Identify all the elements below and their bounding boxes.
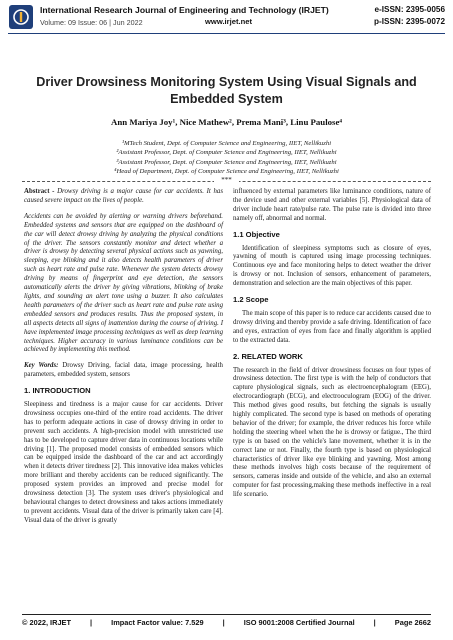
intro-continued: influenced by external parameters like luminance conditions, nature of the device used and other external variables [5]. Physiological data of driver include heart rate/pulse rate. The pulse rate is divided into three namely off, abnormal and normal.: [233, 188, 431, 222]
journal-title: International Research Journal of Engineering and Technology (IRJET): [40, 5, 329, 15]
e-issn: e-ISSN: 2395-0056: [374, 5, 445, 14]
journal-website-link[interactable]: www.irjet.net: [205, 17, 252, 26]
abstract-lead-text: Drowsy driving is a major cause for car accidents. It has caused severe impact on the lives of people.: [24, 188, 223, 204]
footer-separator: |: [222, 618, 225, 627]
footer-impact-factor: Impact Factor value: 7.529: [111, 618, 204, 627]
affiliation-1: ¹MTech Student, Dept. of Computer Science and Engineering, IIET, Nellikuzhi: [121, 140, 332, 147]
footer-page-number: Page 2662: [394, 618, 431, 627]
abstract-body: Accidents can be avoided by alerting or warning drivers beforehand. Embedded systems and sensors that are equipped on the dashboard of the car will detect drowsy driving by analyzing the physical conditions of the driver. The sensors constantly monitor and detect whether a driver is drowsy by detecting several physical actions such as yawning, sleeping, eye blinking and it also detects health parameters of driver such as heart rate and pulse rate. Whenever the system detects drowsy driving by means of fingerprint and eye detection, the sensors automatically alerts the driver by giving vibrations, blinking of brake lights, and sounding an alert tone using a buzzer. It also calculates health parameters of the driver such as heart rate and pulse rate using embedded sensors and produces results. Thus the proposed system, in all aspects detects all signs of inattention during the course of driving. I have implemented image processing techniques as well as deep learning techniques. Higher accuracy in various luminance conditions can be achieved by implementing this method.: [24, 212, 223, 354]
affiliation-3: ³Assistant Professor, Dept. of Computer Science and Engineering, IIET, Nellikuzhi: [116, 158, 337, 166]
paper-title: Driver Drowsiness Monitoring System Using Visual Signals and Embedded System: [36, 75, 417, 106]
affiliations: [0, 139, 453, 177]
objective-text: Identification of sleepiness symptoms such as closure of eyes, yawning of mouth is captured using image processing techniques. Continuous eye and face monitoring helps to detect weather the driver is drowsy or not. Inclusion of sensors, enhancement of parameters, demonstration and selection are the main objectives of this paper.: [233, 244, 431, 288]
keywords-label: Key Words:: [24, 362, 59, 370]
footer-copyright: © 2022, IRJET: [22, 618, 71, 627]
header-divider: [8, 33, 445, 34]
irjet-logo-icon: [8, 4, 34, 30]
introduction-text: Sleepiness and tiredness is a major cause for car accidents. Driver drowsiness occupies one-third of the entire road accidents. The driver has to perform adequate actions in case of drowsy driving in order to prevent such accidents. A high-precision model with unrestricted use has to be developed to capture driver data in continuous locations while driving [1]. The proposed model consists of embedded sensors which can be equipped inside the dashboard of the car and act accordingly when it detects driver tiredness [2]. This innovative idea makes vehicles more brilliant and thereby accidents can be reduced significantly. The proposed system provides an improved and precise model for drowsiness detection [3]. The system uses driver's physiological and behavioural changes to detect drowsiness and takes actions immediately to prevent accidents. Visual data of the driver is primarily taken care [4]. Visual data of the driver is greatly: [24, 401, 223, 524]
affiliation-4: ⁴Head of Department, Dept. of Computer Science and Engineering, IIET, Nellikuzhi: [114, 168, 339, 176]
p-issn: p-ISSN: 2395-0072: [374, 17, 445, 26]
author-list: Ann Mariya Joy¹, Nice Mathew², Prema Mani³, Linu Paulose⁴: [110, 117, 343, 127]
keywords: [24, 362, 223, 380]
left-column: [24, 188, 223, 533]
divider-stars: ***: [214, 176, 239, 184]
page-footer: [22, 618, 431, 627]
abstract-label: Abstract -: [24, 188, 55, 195]
journal-header: [0, 0, 453, 58]
heading-scope: 1.2 Scope: [233, 295, 269, 305]
affiliation-2: ²Assistant Professor, Dept. of Computer Science and Engineering, IIET, Nellikuzhi: [116, 149, 337, 157]
footer-iso: ISO 9001:2008 Certified Journal: [243, 618, 355, 627]
scope-text: The main scope of this paper is to reduce car accidents caused due to drowsy driving and thereby provide a safe driving. Identification of face and eyes, extraction of eyes from face and finally algorithm is applied to the extracted data.: [233, 309, 431, 344]
footer-separator: |: [90, 618, 93, 627]
abstract-lead: [24, 188, 223, 206]
heading-related-work: 2. RELATED WORK: [233, 351, 303, 361]
right-column: [233, 188, 431, 507]
related-work-text: The research in the field of driver drowsiness focuses on four types of drowsiness detection. The first type is with the help of conductors that capture physiological signals, such as electroencephalogram (EEG), electrocardiograph (ECG), and electrooculogram (EOG) of the driver. This method gives good results, but fetching the signals is usually highly complicated. The second type is based on methods of operating behavior of the driver; for example, the driver reduces his force while holding the steering wheel when the he is drowsy or fatigue., The third type is on based on the vehicle's lane movement, whether it is in the correct lane or not. Finally, the fourth type is based on physiological characteristics of driver like eye blinking and yawning. Most among these methods involves high costs because of the requirement of sensors, cameras inside and outside of the vehicle, and also an external computer for fast processing,making these methods ineffective in a real life scenario.: [233, 366, 431, 499]
footer-divider: [22, 614, 431, 615]
footer-separator: |: [373, 618, 376, 627]
heading-objective: 1.1 Objective: [233, 229, 280, 239]
volume-issue: Volume: 09 Issue: 06 | Jun 2022: [40, 18, 143, 27]
heading-introduction: 1. INTRODUCTION: [24, 386, 91, 396]
keywords-text: Drowsy Driving, facial data, image processing, health parameters, embedded system, sensors: [24, 362, 223, 379]
